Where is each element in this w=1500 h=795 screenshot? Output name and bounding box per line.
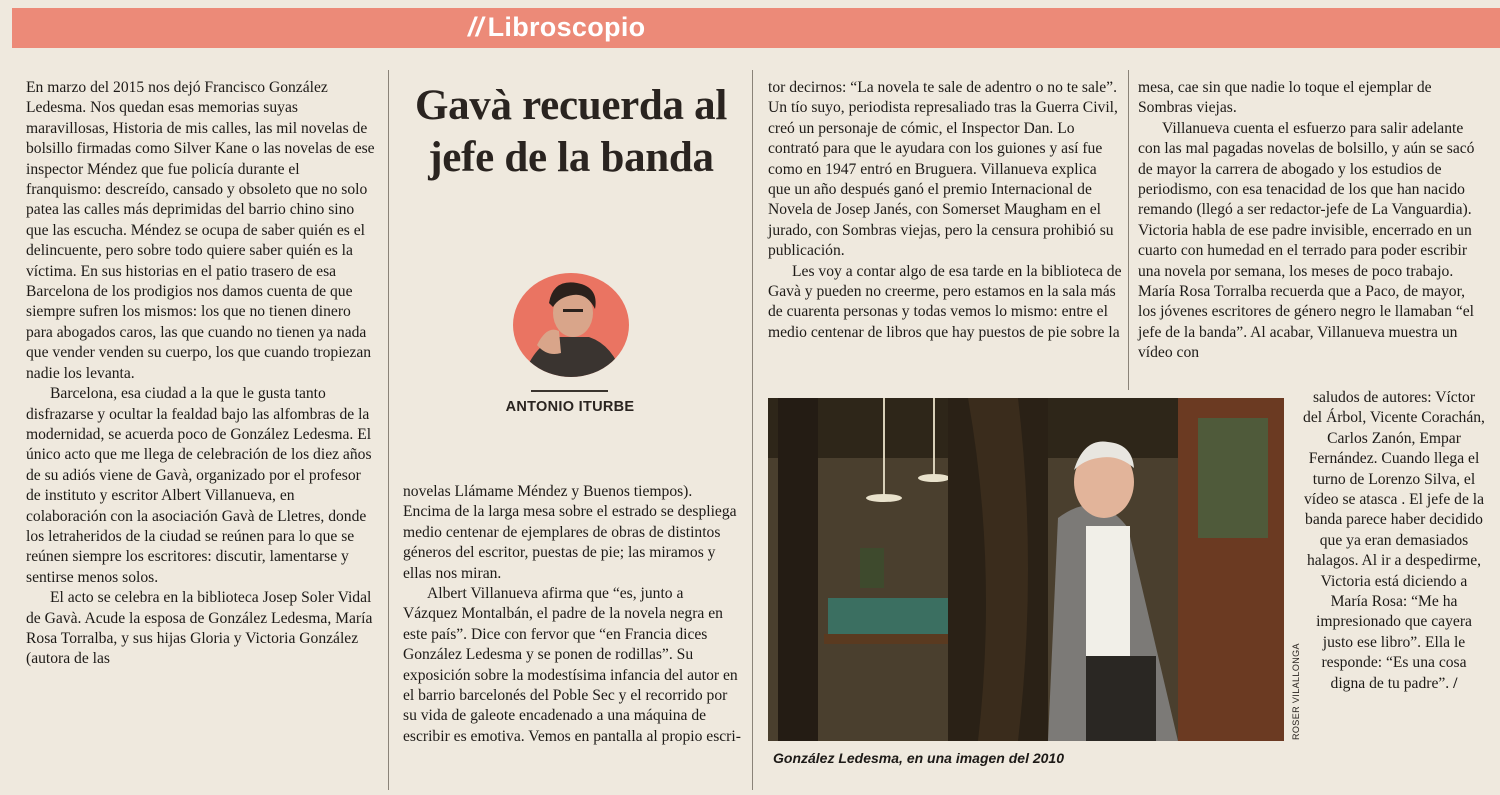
section-name: Libroscopio [487, 12, 646, 42]
paragraph: Les voy a contar algo de esa tarde en la biblioteca de Gavà y pueden no creerme, pero estamos en la sala más de cuarenta personas y todas vemos lo mismo: entre el medio centenar de libros que hay puestos de pie sobre la [768, 262, 1122, 341]
article-column-2 [403, 482, 741, 747]
article-column-1 [26, 78, 378, 670]
paragraph: El acto se celebra en la biblioteca Josep Soler Vidal de Gavà. Acude la esposa de González Ledesma, María Rosa Torralba, y sus hijas Gloria y Victoria González (autora de las [26, 589, 373, 668]
byline-rule [531, 390, 608, 392]
section-header-band [12, 8, 1500, 48]
paragraph: En marzo del 2015 nos dejó Francisco González Ledesma. Nos quedan esas memorias suyas maravillosas, Historia de mis calles, las mil novelas de bolsillo firmadas como Silver Kane o las novelas de ese inspector Méndez que fue policía durante el franquismo: descreído, cansado y obsoleto que no solo patea las calles más deprimidas del barrio chino sino que las escucha. Méndez se ocupa de saber quién es el delincuente, pero sobre todo quiere saber quién es la víctima. En sus historias en el patio trasero de esa Barcelona de los prodigios nos damos cuenta de que siempre sufren los mismos: los que no tienen dinero para abogados caros, las que cuando no tienen ya nada que vender venden su cuerpo, los que cuando tropiezan nadie los levanta. [26, 79, 375, 382]
paragraph: saludos de autores: Víctor del Árbol, Vicente Corachán, Carlos Zanón, Empar Fernández. Cuando llega el turno de Lorenzo Silva, el vídeo se atasca . El jefe de la banda parece haber decidido que ya eran demasiados halagos. Al ir a despedirme, Victoria está diciendo a María Rosa: “Me ha impresionado que cayera justo ese libro”. Ella le responde: “Es una cosa digna de tu padre”. [1303, 389, 1485, 692]
article-photo [768, 398, 1284, 741]
section-slashes: // [468, 12, 484, 42]
photo-illustration [768, 398, 1284, 741]
headline: Gavà recuerda al jefe de la banda [414, 82, 728, 181]
paragraph: tor decirnos: “La novela te sale de adentro o no te sale”. Un tío suyo, periodista represaliado tras la Guerra Civil, creó un personaje de cómic, el Inspector Dan. Lo contrató para que le ayudara con los guiones y así fue como en 1947 entró en Bruguera. Villanueva explica que un año después ganó el premio Internacional de Novela de Josep Janés, con Somerset Maugham en el jurado, con Sombras viejas, pero la censura prohibió su publicación. [768, 79, 1118, 260]
paragraph: Barcelona, esa ciudad a la que le gusta tanto disfrazarse y ocultar la fealdad bajo las alfombras de la modernidad, se acuerda poco de González Ledesma. El único acto que me llega de celebración de los diez años de su adiós viene de Gavà, organizado por el profesor de instituto y escritor Albert Villanueva, en colaboración con la asociación Gavà de Lletres, donde los letraheridos de la ciudad se reúnen para lo que se reúnen siempre los escritores: discutir, lamentarse y sentirse menos solos. [26, 385, 372, 586]
article-column-4-continued [1303, 388, 1485, 694]
paragraph: Villanueva cuenta el esfuerzo para salir adelante con las mal pagadas novelas de bolsillo, y aún se sacó de mayor la carrera de abogado y los estudios de periodismo, con esa tenacidad de los que han nacido remando (llegó a ser redactor-jefe de La Vanguardia). Victoria habla de ese padre invisible, encerrado en un cuarto con humedad en el terrado para poder escribir una novela por semana, los meses de poco trabajo. María Rosa Torralba recuerda que a Paco, de mayor, los jóvenes escritores de género negro le llamaban “el jefe de la banda”. Al acabar, Villanueva muestra un vídeo con [1138, 119, 1475, 362]
end-of-article-mark: / [1453, 674, 1458, 692]
byline: ANTONIO ITURBE [505, 399, 635, 415]
photo-credit: ROSER VILALLONGA [1291, 643, 1301, 740]
paragraph: novelas Llámame Méndez y Buenos tiempos). Encima de la larga mesa sobre el estrado se despliega medio centenar de ejemplares de obras de distintos géneros del escritor, puestas de pie; las miramos y ellas nos miran. [403, 483, 737, 582]
section-title [468, 12, 645, 43]
article-column-3 [768, 78, 1123, 343]
author-portrait-illustration [513, 273, 629, 377]
author-portrait [513, 273, 629, 377]
paragraph: mesa, cae sin que nadie lo toque el ejemplar de Sombras viejas. [1138, 79, 1432, 117]
column-divider [752, 70, 753, 790]
paragraph: Albert Villanueva afirma que “es, junto a Vázquez Montalbán, el padre de la novela negra en este país”. Dice con fervor que “en Francia dices González Ledesma y se ponen de rodillas”. Su exposición sobre la modestísima infancia del autor en el barrio barcelonés del Poble Sec y el recorrido por su vida de galeote encadenado a una máquina de escribir es emotiva. Vemos en pantalla al propio escri- [403, 585, 741, 745]
photo-caption: González Ledesma, en una imagen del 2010 [773, 750, 1064, 766]
column-divider [1128, 70, 1129, 390]
column-divider [388, 70, 389, 790]
article-column-4 [1138, 78, 1485, 364]
